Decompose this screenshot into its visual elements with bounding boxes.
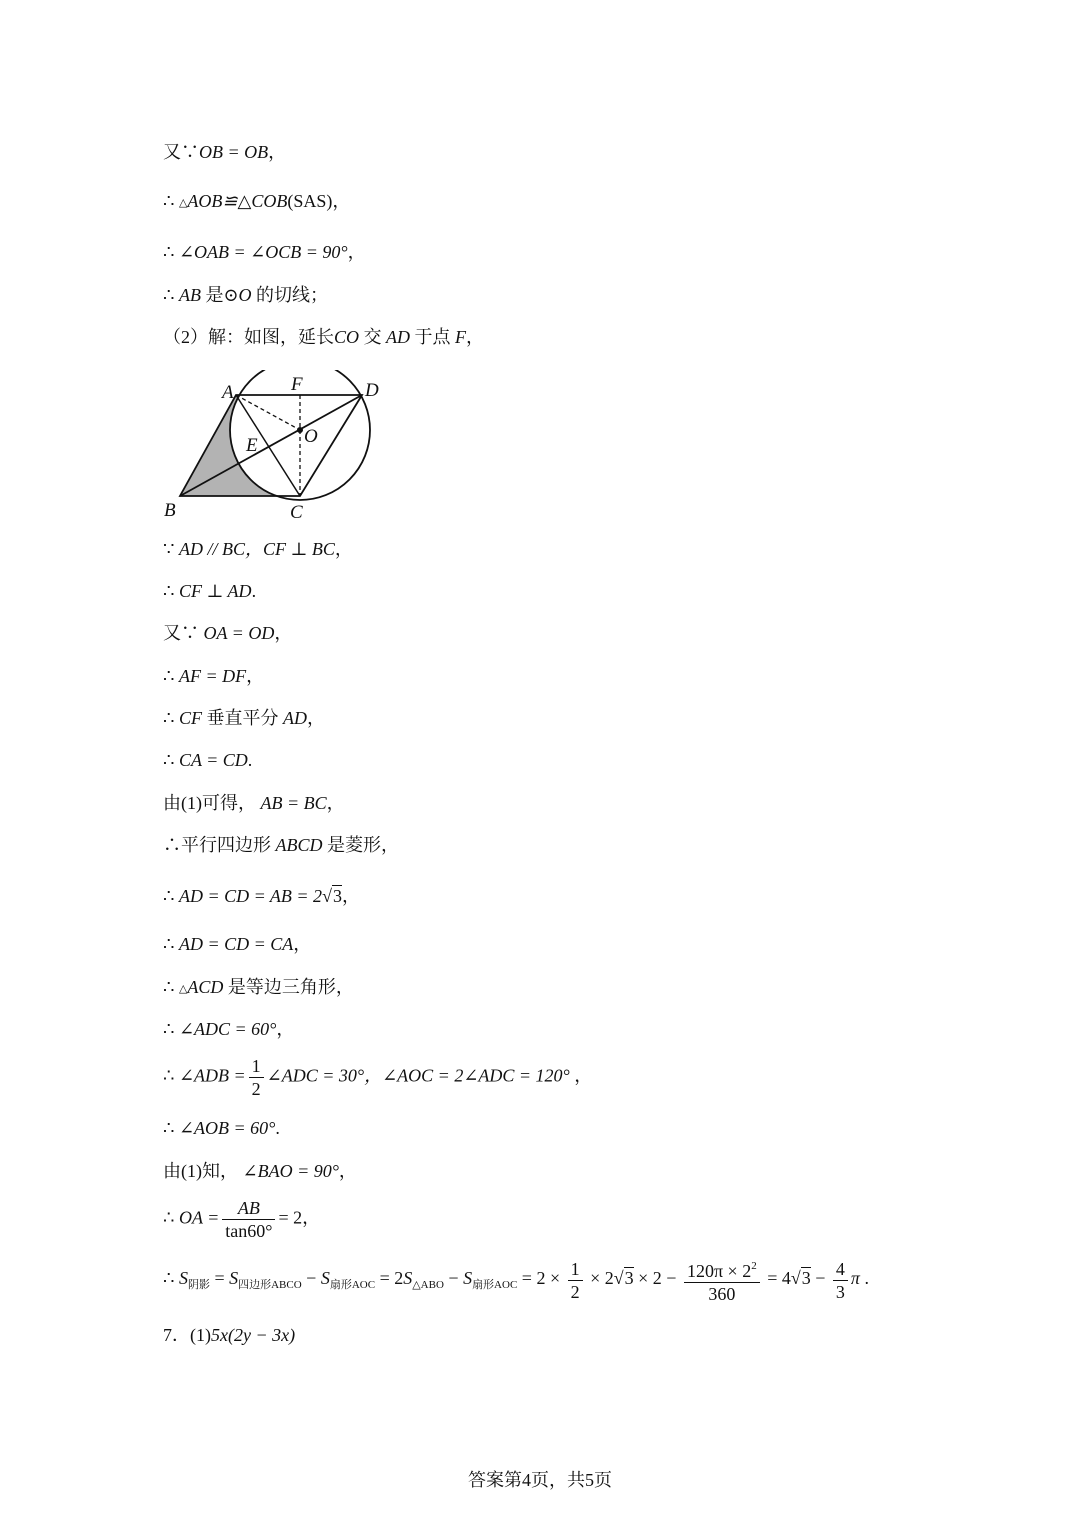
proof-line-9: ∴ AF = DF，: [163, 666, 265, 686]
fraction-sector-area: $\frac{120\pi \times 2^2}{360}$: [684, 1255, 760, 1305]
fraction-half-2: $\frac{1}{2}$: [568, 1258, 583, 1303]
proof-line-12: 由(1)可得， AB = BC，: [163, 793, 345, 813]
proof-line-4: ∴ AB 是⊙O 的切线；: [163, 285, 329, 305]
page-footer: 答案第4页，共5页: [468, 1470, 612, 1490]
label-a: A: [222, 382, 234, 403]
fraction-ab-tan60: $\frac{AB}{\tan 60^\circ}$: [222, 1197, 275, 1242]
proof-line-16: ∴ △ACD 是等边三角形，: [163, 977, 354, 997]
dashed-ao: [236, 395, 300, 430]
proof-line-11: ∴ CA = CD.: [163, 750, 253, 770]
geometry-figure: [160, 370, 400, 530]
proof-line-5: （2）解：如图，延长CO 交 AD 于点 F，: [163, 327, 485, 347]
proof-line-18: ∴ ∠ADB = $\frac{1}{2}$ ∠ADC = 30°，∠AOC = 2∠ADC = 120° ，: [163, 1056, 593, 1099]
proof-line-13: ∴平行四边形 ABCD 是菱形，: [163, 835, 399, 855]
fraction-one-half: $\frac{1}{2}$: [249, 1055, 264, 1100]
proof-line-19: ∴ ∠AOB = 60°.: [163, 1118, 280, 1138]
proof-line-1: 又∵OB = OB，: [163, 142, 287, 162]
label-e: E: [246, 435, 258, 456]
label-o: O: [304, 426, 318, 447]
center-point-o: [297, 427, 303, 433]
shaded-region: [180, 395, 300, 496]
fraction-four-thirds: $\frac{4}{3}$: [833, 1258, 848, 1303]
proof-line-3: ∴ ∠OAB = ∠OCB = 90°，: [163, 242, 366, 262]
label-c: C: [290, 502, 303, 523]
proof-line-17: ∴ ∠ADC = 60°，: [163, 1019, 295, 1039]
proof-line-8: 又∵ OA = OD，: [163, 623, 293, 643]
label-d: D: [365, 380, 379, 401]
proof-line-14: ∴ AD = CD = AB = 2√3，: [163, 886, 360, 906]
proof-line-7: ∴ CF ⊥ AD.: [163, 581, 257, 601]
answer-7-part-1: 7．(1)5x(2y − 3x): [163, 1325, 296, 1345]
proof-line-6: ∵ AD // BC，CF ⊥ BC，: [163, 539, 353, 559]
proof-line-22: ∴ $S_{阴影} = S_{四边形ABCO} - S_{扇形AOC} = 2S_{\triangle ABO} - S_{扇形AOC} = 2$ × $\frac{1}{2}$ × 2√3 × 2 − $\frac{120\pi \times 2^2}{360}$ = 4√3 − $\frac{4}{3}$ π .: [163, 1255, 869, 1305]
proof-line-2: ∴ △AOB≌△COB(SAS)，: [163, 191, 351, 211]
proof-line-15: ∴ AD = CD = CA，: [163, 934, 312, 954]
label-f: F: [291, 374, 303, 395]
proof-line-20: 由(1)知， ∠BAO = 90°，: [163, 1161, 357, 1181]
label-b: B: [164, 500, 176, 521]
proof-line-10: ∴ CF 垂直平分 AD，: [163, 708, 325, 728]
proof-line-21: ∴ OA = $\frac{AB}{\tan 60^\circ}$ = 2，: [163, 1198, 321, 1241]
